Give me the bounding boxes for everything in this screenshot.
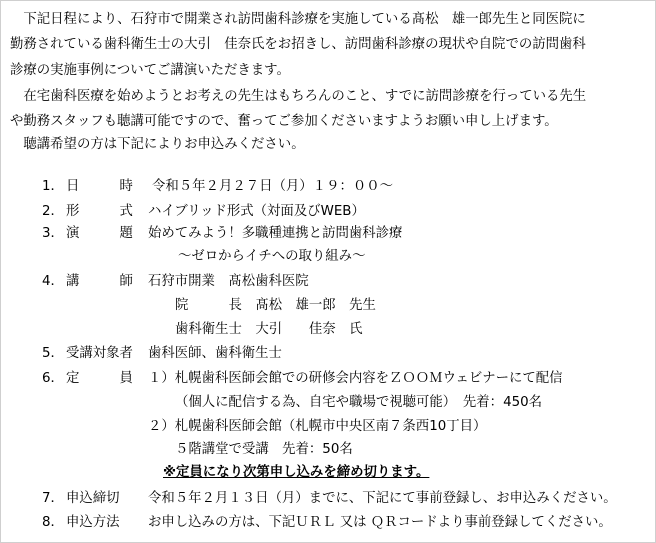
capacity-option-2-note: ５階講堂で受講 先着：50名 [175, 442, 353, 457]
item-label: 形 式 [66, 204, 133, 219]
intro-line: 在宅歯科医療を始めようとお考えの先生はもちろんのこと、すでに訪問診療を行っている先生 [10, 89, 587, 104]
item-label: 受講対象者 [66, 346, 133, 361]
item-label: 講 師 [66, 274, 133, 289]
capacity-option-1-note: （個人に配信する為、自宅や職場で視聴可能） 先着：450名 [175, 395, 543, 410]
item-label: 定 員 [66, 371, 133, 386]
item-value: 令和５年２月２７日（月）１９：００～ [152, 179, 394, 194]
item-number: 6． [42, 371, 64, 386]
capacity-warning: ※定員になり次第申し込みを締め切ります。 [163, 465, 430, 480]
item-number: 2． [42, 204, 64, 219]
item-value: お申し込みの方は、下記ＵＲＬ 又は ＱＲコードより事前登録してください。 [148, 515, 612, 530]
intro-line: 勤務されている歯科衛生士の大引 佳奈氏をお招きし、訪問歯科診療の現状や自院での訪問歯科 [10, 37, 586, 52]
intro-line: や勤務スタッフも聴講可能ですので、奮ってご参加くださいますようお願い申し上げます。 [10, 114, 558, 129]
lecture-subtitle: ～ゼロからイチへの取り組み～ [178, 249, 366, 264]
intro-line: 診療の実施事例についてご講演いただきます。 [10, 63, 290, 78]
speaker-director: 院 長 髙松 雄一郎 先生 [175, 298, 376, 313]
item-value: 始めてみよう！多職種連携と訪問歯科診療 [148, 226, 403, 241]
intro-line: 下記日程により、石狩市で開業され訪問歯科診療を実施している髙松 雄一郎先生と同医院に [10, 12, 586, 27]
item-number: 8． [42, 515, 64, 530]
item-label: 申込方法 [66, 515, 120, 530]
speaker-clinic: 石狩市開業 髙松歯科医院 [148, 274, 309, 289]
item-number: 4． [42, 274, 64, 289]
capacity-option-1: １）札幌歯科医師会館での研修会内容をＺＯＯＭウェビナーにて配信 [148, 371, 563, 386]
item-number: 5． [42, 346, 64, 361]
item-label: 日 時 [66, 179, 133, 194]
item-label: 演 題 [66, 226, 133, 241]
item-number: 7． [42, 491, 64, 506]
item-number: 3． [42, 226, 64, 241]
item-number: 1． [42, 179, 64, 194]
item-value: 歯科医師、歯科衛生士 [148, 346, 282, 361]
speaker-hygienist: 歯科衛生士 大引 佳奈 氏 [175, 322, 363, 337]
item-value: 令和５年２月１３日（月）までに、下記にて事前登録し、お申込みください。 [148, 491, 617, 506]
intro-line: 聴講希望の方は下記によりお申込みください。 [10, 137, 305, 152]
capacity-option-2: ２）札幌歯科医師会館（札幌市中央区南７条西10丁目） [148, 419, 487, 434]
item-label: 申込締切 [66, 491, 120, 506]
item-value: ハイブリッド形式（対面及びWEB） [148, 204, 365, 219]
